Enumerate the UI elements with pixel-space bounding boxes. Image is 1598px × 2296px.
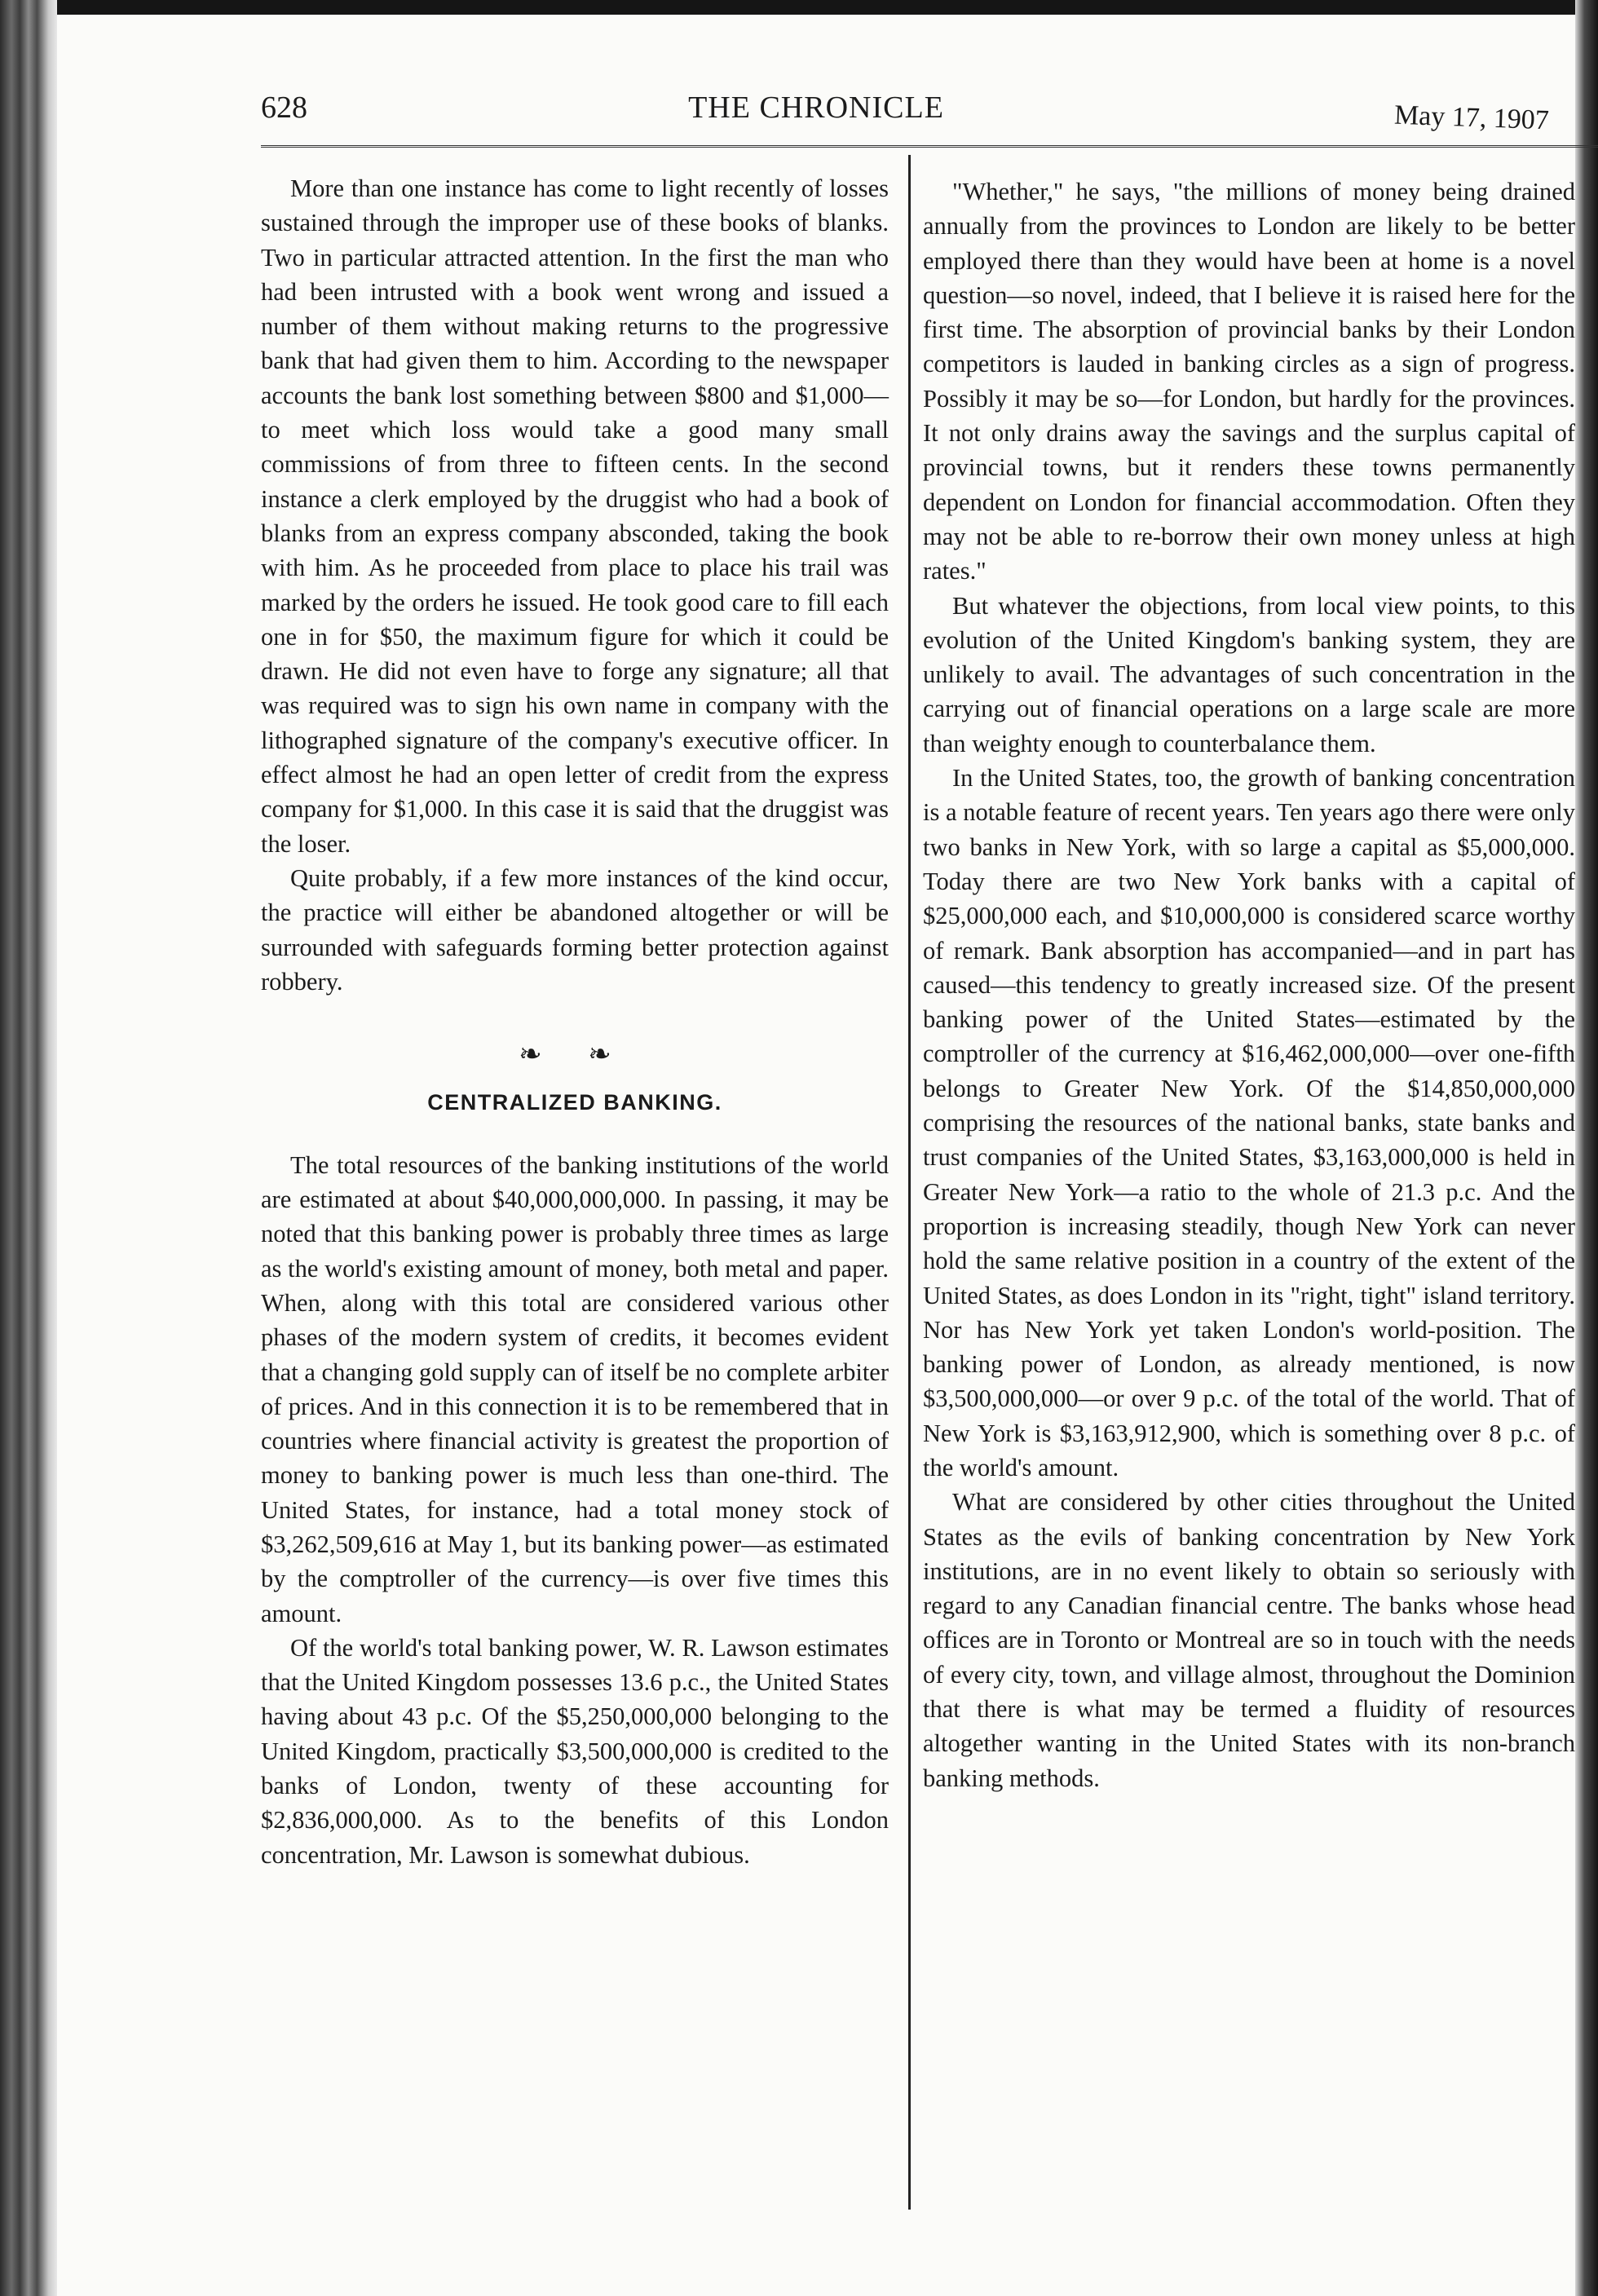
paragraph: The total resources of the banking institutions of the world are estimated at about $40,000,000,000. In passing, it may be noted that this banking power is probably three times as large as the world's existing amount of money, both metal and paper. When, along with this total are considered various other phases of the modern system of credits, it becomes evident that a changing gold supply can of itself be no complete arbiter of prices. And in this connection it is to be remembered that in countries where financial activity is greatest the proportion of money to banking power is much less than one-third. The United States, for instance, had a total money stock of $3,262,509,616 at May 1, but its banking power—as estimated by the comptroller of the currency—is over five times this amount. <box>261 1150 889 1627</box>
paragraph: "Whether," he says, "the millions of money being drained annually from the provinces to London are likely to be better employed there than they would have been at home is a novel question—so novel, indeed, that I believe it is raised here for the first time. The absorption of provincial banks by their London competitors is lauded in banking circles as a sign of progress. Possibly it may be so—for London, but hardly for the provinces. It not only drains away the savings and the surplus capital of provincial towns, but it renders these towns permanently dependent on London for financial accommodation. Often they may not be able to re-borrow their own money unless at high rates." <box>923 178 1575 585</box>
page-header <box>57 15 1575 137</box>
header-rule <box>261 145 1598 148</box>
right-column <box>923 174 1575 1795</box>
journal-title: THE CHRONICLE <box>688 91 944 125</box>
issue-date: May 17, 1907 <box>1393 99 1550 136</box>
column-divider <box>908 155 911 2210</box>
paragraph: What are considered by other cities throughout the United States as the evils of banking concentration by New York institutions, are in no event likely to obtain so seriously with regard to any Canadian financial centre. The banks whose head offices are in Toronto or Montreal are so in touch with the needs of every city, town, and village almost, throughout the Dominion that there is what may be termed a fluidity of resources altogether wanting in the United States with its non-branch banking methods. <box>923 1488 1575 1792</box>
paragraph: In the United States, too, the growth of banking concentration is a notable feature of recent years. Ten years ago there were only two banks in New York, with so large a capital as $5,000,000. Today there are two New York banks with a capital of $25,000,000 each, and $10,000,000 is considered scarce worthy of remark. Bank absorption has accompanied—and in part has caused—this tendency to greatly increased size. Of the present banking power of the United States—estimated by the comptroller of the currency at $16,462,000,000—over one-fifth belongs to Greater New York. Of the $14,850,000,000 comprising the resources of the national banks, state banks and trust companies of the United States, $3,163,000,000 is held in Greater New York—a ratio to the whole of 21.3 p.c. And the proportion is increasing steadily, though New York can never hold the same relative position in a country of the extent of the United States, as does London in its "right, tight" island territory. Nor has New York yet taken London's world-position. The banking power of London, as already mentioned, is now $3,500,000,000—or over 9 p.c. of the total of the world. That of New York is $3,163,912,900, which is something over 8 p.c. of the world's amount. <box>923 764 1575 1481</box>
left-column <box>261 171 889 1872</box>
paragraph: Of the world's total banking power, W. R. Lawson estimates that the United Kingdom possesses 13.6 p.c., the United States having about 43 p.c. Of the $5,250,000,000 belonging to the United Kingdom, practically $3,500,000,000 is credited to the banks of London, twenty of these accounting for $2,836,000,000. As to the benefits of this London concentration, Mr. Lawson is somewhat dubious. <box>261 1633 889 1869</box>
section-title: CENTRALIZED BANKING. <box>427 1090 722 1115</box>
newspaper-page <box>57 15 1575 2296</box>
paragraph: But whatever the objections, from local view points, to this evolution of the United Kingdom's banking system, they are unlikely to avail. The advantages of such concentration in the carrying out of financial operations on a large scale are more than weighty enough to counterbalance them. <box>923 591 1575 757</box>
paragraph: Quite probably, if a few more instances of the kind occur, the practice will either be abandoned altogether or will be surrounded with safeguards forming better protection against robbery. <box>261 863 889 996</box>
paragraph: More than one instance has come to light recently of losses sustained through the improper use of these books of blanks. Two in particular attracted attention. In the first the man who had been intrusted with a book went wrong and issued a number of them without making returns to the progressive bank that had given them to him. According to the newspaper accounts the bank lost something between $800 and $1,000—to meet which loss would take a good many small commissions of from three to fifteen cents. In the second instance a clerk employed by the druggist who had a book of blanks from an express company absconded, taking the book with him. As he proceeded from place to place his trail was marked by the orders he issued. He took good care to fill each one in for $50, the maximum figure for which it could be drawn. He did not even have to forge any signature; all that was required was to sign his own name in company with the lithographed signature of the company's executive officer. In effect almost he had an open letter of credit from the express company for $1,000. In this case it is said that the druggist was the loser. <box>261 174 889 858</box>
page-number: 628 <box>261 91 307 125</box>
page-edge-shadow <box>1575 0 1598 2296</box>
book-binding <box>0 0 57 2296</box>
section-ornament: ❧ ❧ <box>519 1040 631 1071</box>
